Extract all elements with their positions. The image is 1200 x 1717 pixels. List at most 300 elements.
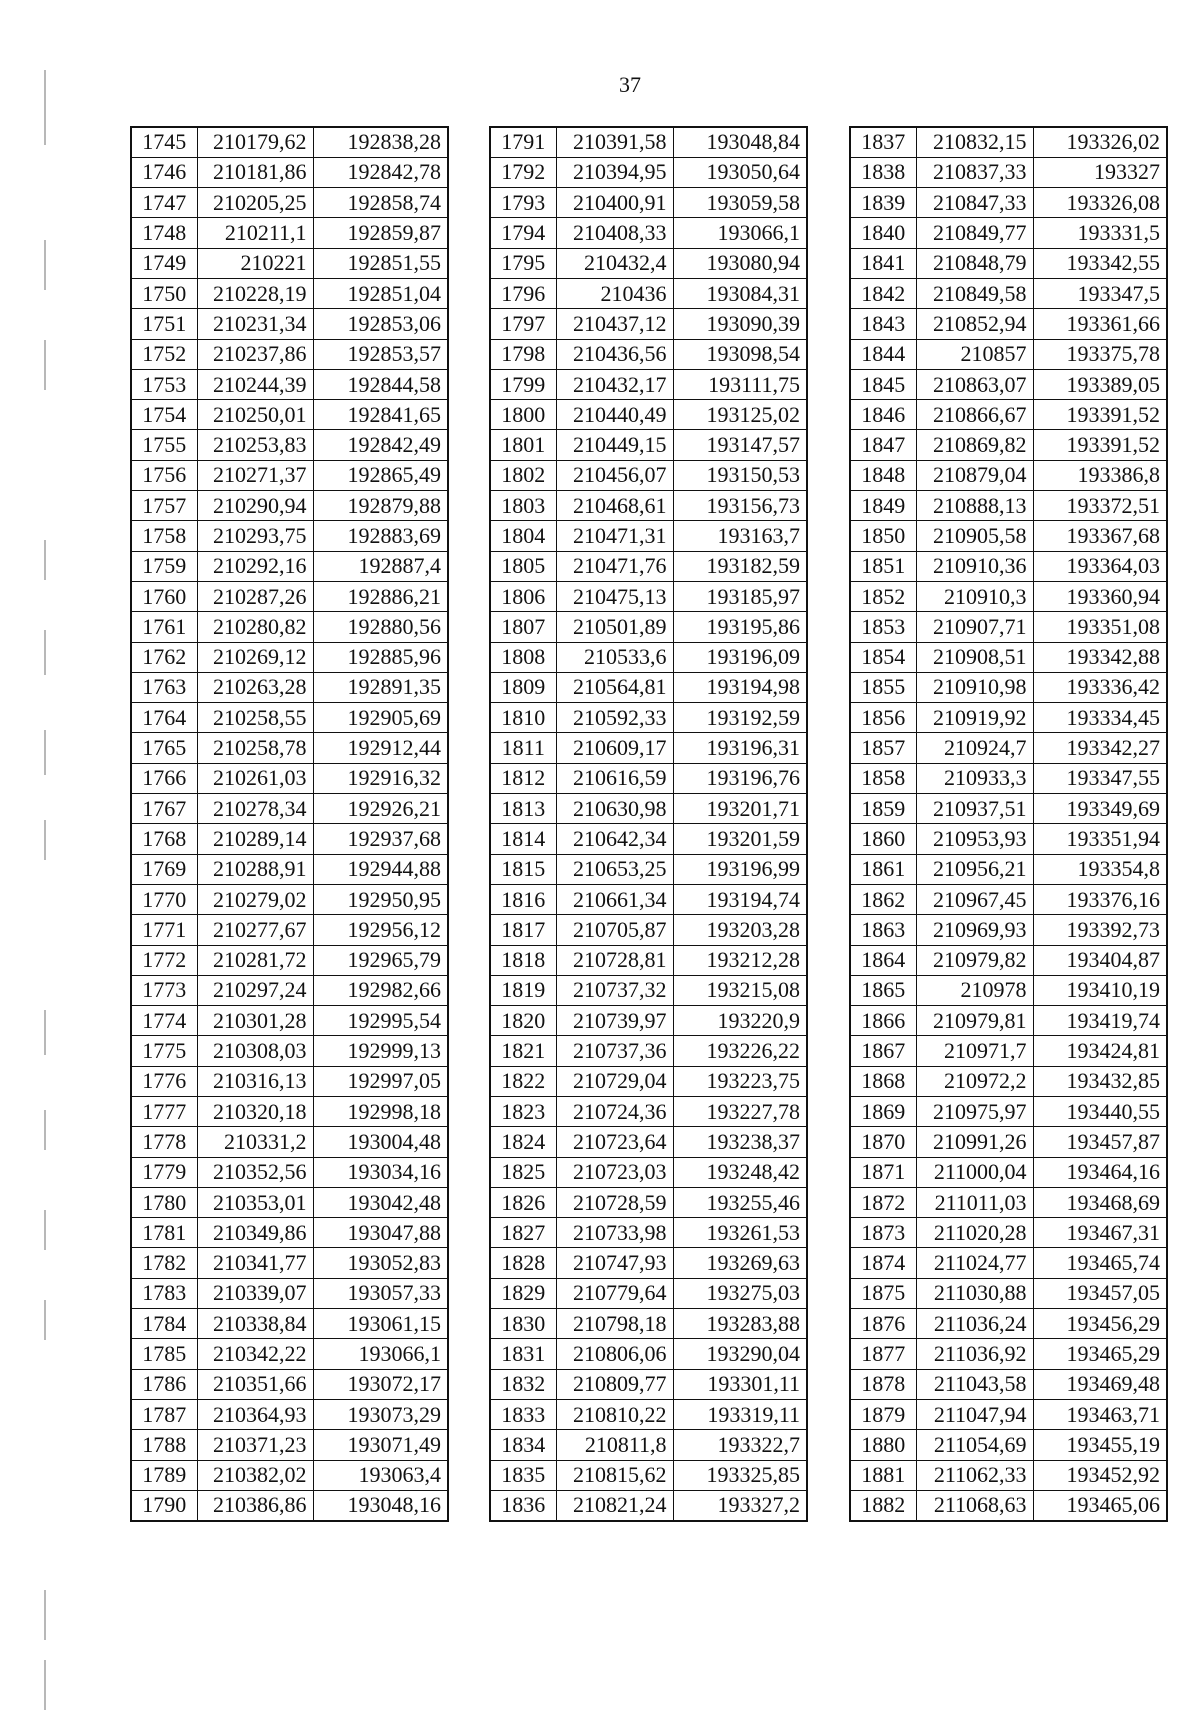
y-coordinate-cell: 193182,59 xyxy=(673,551,807,581)
y-coordinate-cell: 193347,5 xyxy=(1033,278,1167,308)
y-coordinate-cell: 193196,09 xyxy=(673,642,807,672)
point-number-cell: 1768 xyxy=(131,824,197,854)
point-number-cell: 1847 xyxy=(850,430,916,460)
x-coordinate-cell: 210978 xyxy=(916,975,1033,1005)
x-coordinate-cell: 210320,18 xyxy=(197,1097,313,1127)
table-row xyxy=(490,1066,807,1096)
x-coordinate-cell: 210316,13 xyxy=(197,1066,313,1096)
y-coordinate-cell: 193325,85 xyxy=(673,1460,807,1490)
y-coordinate-cell: 192950,95 xyxy=(313,884,448,914)
y-coordinate-cell: 193364,03 xyxy=(1033,551,1167,581)
x-coordinate-cell: 210456,07 xyxy=(556,460,673,490)
x-coordinate-cell: 210937,51 xyxy=(916,794,1033,824)
x-coordinate-cell: 210564,81 xyxy=(556,672,673,702)
y-coordinate-cell: 193391,52 xyxy=(1033,430,1167,460)
x-coordinate-cell: 210863,07 xyxy=(916,369,1033,399)
x-coordinate-cell: 210630,98 xyxy=(556,794,673,824)
point-number-cell: 1794 xyxy=(490,218,556,248)
x-coordinate-cell: 210211,1 xyxy=(197,218,313,248)
x-coordinate-cell: 210351,66 xyxy=(197,1369,313,1399)
y-coordinate-cell: 193391,52 xyxy=(1033,400,1167,430)
point-number-cell: 1791 xyxy=(490,127,556,157)
x-coordinate-cell: 210972,2 xyxy=(916,1066,1033,1096)
x-coordinate-cell: 211020,28 xyxy=(916,1218,1033,1248)
table-row xyxy=(131,157,448,187)
x-coordinate-cell: 210331,2 xyxy=(197,1127,313,1157)
point-number-cell: 1758 xyxy=(131,521,197,551)
table-row xyxy=(850,430,1167,460)
x-coordinate-cell: 210281,72 xyxy=(197,945,313,975)
x-coordinate-cell: 210432,4 xyxy=(556,248,673,278)
table-row xyxy=(850,612,1167,642)
y-coordinate-cell: 192995,54 xyxy=(313,1006,448,1036)
scan-margin-line xyxy=(44,1010,46,1055)
table-row xyxy=(490,1218,807,1248)
x-coordinate-cell: 210779,64 xyxy=(556,1278,673,1308)
x-coordinate-cell: 210910,36 xyxy=(916,551,1033,581)
y-coordinate-cell: 193195,86 xyxy=(673,612,807,642)
y-coordinate-cell: 193349,69 xyxy=(1033,794,1167,824)
table-row xyxy=(490,430,807,460)
x-coordinate-cell: 210848,79 xyxy=(916,248,1033,278)
x-coordinate-cell: 210821,24 xyxy=(556,1490,673,1520)
x-coordinate-cell: 210847,33 xyxy=(916,188,1033,218)
scan-margin-line xyxy=(44,340,46,390)
point-number-cell: 1805 xyxy=(490,551,556,581)
table-row xyxy=(131,460,448,490)
y-coordinate-cell: 193063,4 xyxy=(313,1460,448,1490)
table-row xyxy=(490,400,807,430)
point-number-cell: 1775 xyxy=(131,1036,197,1066)
point-number-cell: 1761 xyxy=(131,612,197,642)
y-coordinate-cell: 193464,16 xyxy=(1033,1157,1167,1187)
x-coordinate-cell: 210979,82 xyxy=(916,945,1033,975)
point-number-cell: 1820 xyxy=(490,1006,556,1036)
x-coordinate-cell: 210661,34 xyxy=(556,884,673,914)
table-row xyxy=(490,248,807,278)
table-row xyxy=(131,1006,448,1036)
x-coordinate-cell: 210879,04 xyxy=(916,460,1033,490)
point-number-cell: 1867 xyxy=(850,1036,916,1066)
x-coordinate-cell: 210436,56 xyxy=(556,339,673,369)
point-number-cell: 1813 xyxy=(490,794,556,824)
y-coordinate-cell: 193283,88 xyxy=(673,1309,807,1339)
point-number-cell: 1879 xyxy=(850,1399,916,1429)
point-number-cell: 1812 xyxy=(490,763,556,793)
point-number-cell: 1764 xyxy=(131,703,197,733)
point-number-cell: 1866 xyxy=(850,1006,916,1036)
x-coordinate-cell: 210440,49 xyxy=(556,400,673,430)
y-coordinate-cell: 193331,5 xyxy=(1033,218,1167,248)
point-number-cell: 1823 xyxy=(490,1097,556,1127)
table-row xyxy=(131,1036,448,1066)
point-number-cell: 1858 xyxy=(850,763,916,793)
point-number-cell: 1850 xyxy=(850,521,916,551)
x-coordinate-cell: 210533,6 xyxy=(556,642,673,672)
table-row xyxy=(490,1187,807,1217)
y-coordinate-cell: 193034,16 xyxy=(313,1157,448,1187)
table-row xyxy=(131,1309,448,1339)
y-coordinate-cell: 193347,55 xyxy=(1033,763,1167,793)
coordinate-table-2 xyxy=(489,126,808,1522)
point-number-cell: 1878 xyxy=(850,1369,916,1399)
table-row xyxy=(490,1248,807,1278)
point-number-cell: 1763 xyxy=(131,672,197,702)
y-coordinate-cell: 192880,56 xyxy=(313,612,448,642)
table-row xyxy=(850,188,1167,218)
table-row xyxy=(850,1248,1167,1278)
x-coordinate-cell: 210341,77 xyxy=(197,1248,313,1278)
point-number-cell: 1848 xyxy=(850,460,916,490)
point-number-cell: 1821 xyxy=(490,1036,556,1066)
y-coordinate-cell: 192859,87 xyxy=(313,218,448,248)
x-coordinate-cell: 210338,84 xyxy=(197,1309,313,1339)
point-number-cell: 1801 xyxy=(490,430,556,460)
x-coordinate-cell: 210179,62 xyxy=(197,127,313,157)
table-row xyxy=(490,188,807,218)
point-number-cell: 1868 xyxy=(850,1066,916,1096)
x-coordinate-cell: 210349,86 xyxy=(197,1218,313,1248)
y-coordinate-cell: 193463,71 xyxy=(1033,1399,1167,1429)
table-row xyxy=(131,1218,448,1248)
y-coordinate-cell: 193201,59 xyxy=(673,824,807,854)
table-row xyxy=(850,581,1167,611)
y-coordinate-cell: 193469,48 xyxy=(1033,1369,1167,1399)
point-number-cell: 1760 xyxy=(131,581,197,611)
y-coordinate-cell: 193372,51 xyxy=(1033,491,1167,521)
y-coordinate-cell: 193351,94 xyxy=(1033,824,1167,854)
point-number-cell: 1831 xyxy=(490,1339,556,1369)
point-number-cell: 1767 xyxy=(131,794,197,824)
y-coordinate-cell: 193290,04 xyxy=(673,1339,807,1369)
table-row xyxy=(131,1278,448,1308)
table-row xyxy=(131,127,448,157)
point-number-cell: 1811 xyxy=(490,733,556,763)
point-number-cell: 1754 xyxy=(131,400,197,430)
point-number-cell: 1825 xyxy=(490,1157,556,1187)
table-row xyxy=(850,1036,1167,1066)
x-coordinate-cell: 210723,64 xyxy=(556,1127,673,1157)
x-coordinate-cell: 210237,86 xyxy=(197,339,313,369)
scan-margin-line xyxy=(44,820,46,860)
point-number-cell: 1872 xyxy=(850,1187,916,1217)
x-coordinate-cell: 210288,91 xyxy=(197,854,313,884)
x-coordinate-cell: 211000,04 xyxy=(916,1157,1033,1187)
point-number-cell: 1757 xyxy=(131,491,197,521)
x-coordinate-cell: 210382,02 xyxy=(197,1460,313,1490)
scan-margin-line xyxy=(44,1300,46,1340)
x-coordinate-cell: 210408,33 xyxy=(556,218,673,248)
y-coordinate-cell: 193212,28 xyxy=(673,945,807,975)
table-row xyxy=(490,581,807,611)
y-coordinate-cell: 193342,55 xyxy=(1033,248,1167,278)
table-row xyxy=(850,1369,1167,1399)
page-number: 37 xyxy=(619,72,641,97)
table-row xyxy=(850,218,1167,248)
table-row xyxy=(490,642,807,672)
x-coordinate-cell: 210705,87 xyxy=(556,915,673,945)
x-coordinate-cell: 210308,03 xyxy=(197,1036,313,1066)
x-coordinate-cell: 210919,92 xyxy=(916,703,1033,733)
y-coordinate-cell: 193389,05 xyxy=(1033,369,1167,399)
x-coordinate-cell: 210953,93 xyxy=(916,824,1033,854)
point-number-cell: 1863 xyxy=(850,915,916,945)
y-coordinate-cell: 192865,49 xyxy=(313,460,448,490)
point-number-cell: 1865 xyxy=(850,975,916,1005)
table-row xyxy=(850,1430,1167,1460)
y-coordinate-cell: 192905,69 xyxy=(313,703,448,733)
point-number-cell: 1837 xyxy=(850,127,916,157)
x-coordinate-cell: 210449,15 xyxy=(556,430,673,460)
x-coordinate-cell: 210290,94 xyxy=(197,491,313,521)
x-coordinate-cell: 210798,18 xyxy=(556,1309,673,1339)
x-coordinate-cell: 210991,26 xyxy=(916,1127,1033,1157)
table-row xyxy=(850,460,1167,490)
table-row xyxy=(490,1369,807,1399)
x-coordinate-cell: 210747,93 xyxy=(556,1248,673,1278)
table-row xyxy=(131,642,448,672)
table-row xyxy=(131,884,448,914)
x-coordinate-cell: 210292,16 xyxy=(197,551,313,581)
table-row xyxy=(131,218,448,248)
point-number-cell: 1753 xyxy=(131,369,197,399)
y-coordinate-cell: 193071,49 xyxy=(313,1430,448,1460)
x-coordinate-cell: 210297,24 xyxy=(197,975,313,1005)
y-coordinate-cell: 193084,31 xyxy=(673,278,807,308)
x-coordinate-cell: 211062,33 xyxy=(916,1460,1033,1490)
table-row xyxy=(850,400,1167,430)
x-coordinate-cell: 210181,86 xyxy=(197,157,313,187)
x-coordinate-cell: 210815,62 xyxy=(556,1460,673,1490)
x-coordinate-cell: 210967,45 xyxy=(916,884,1033,914)
point-number-cell: 1818 xyxy=(490,945,556,975)
point-number-cell: 1860 xyxy=(850,824,916,854)
x-coordinate-cell: 210728,81 xyxy=(556,945,673,975)
table-row xyxy=(850,1127,1167,1157)
point-number-cell: 1862 xyxy=(850,884,916,914)
coordinate-table-1 xyxy=(130,126,449,1522)
point-number-cell: 1800 xyxy=(490,400,556,430)
y-coordinate-cell: 192853,06 xyxy=(313,309,448,339)
point-number-cell: 1859 xyxy=(850,794,916,824)
x-coordinate-cell: 210642,34 xyxy=(556,824,673,854)
x-coordinate-cell: 210971,7 xyxy=(916,1036,1033,1066)
point-number-cell: 1745 xyxy=(131,127,197,157)
table-row xyxy=(490,1490,807,1520)
y-coordinate-cell: 193052,83 xyxy=(313,1248,448,1278)
x-coordinate-cell: 210739,97 xyxy=(556,1006,673,1036)
x-coordinate-cell: 211068,63 xyxy=(916,1490,1033,1520)
y-coordinate-cell: 193192,59 xyxy=(673,703,807,733)
point-number-cell: 1747 xyxy=(131,188,197,218)
x-coordinate-cell: 210250,01 xyxy=(197,400,313,430)
point-number-cell: 1853 xyxy=(850,612,916,642)
y-coordinate-cell: 193386,8 xyxy=(1033,460,1167,490)
x-coordinate-cell: 210391,58 xyxy=(556,127,673,157)
y-coordinate-cell: 193376,16 xyxy=(1033,884,1167,914)
y-coordinate-cell: 193072,17 xyxy=(313,1369,448,1399)
scan-margin-line xyxy=(44,1590,46,1640)
point-number-cell: 1759 xyxy=(131,551,197,581)
point-number-cell: 1882 xyxy=(850,1490,916,1520)
table-row xyxy=(850,1460,1167,1490)
table-row xyxy=(490,1127,807,1157)
x-coordinate-cell: 211043,58 xyxy=(916,1369,1033,1399)
x-coordinate-cell: 210271,37 xyxy=(197,460,313,490)
table-row xyxy=(490,521,807,551)
x-coordinate-cell: 210733,98 xyxy=(556,1218,673,1248)
y-coordinate-cell: 193342,88 xyxy=(1033,642,1167,672)
x-coordinate-cell: 210933,3 xyxy=(916,763,1033,793)
point-number-cell: 1786 xyxy=(131,1369,197,1399)
x-coordinate-cell: 210278,34 xyxy=(197,794,313,824)
x-coordinate-cell: 210910,98 xyxy=(916,672,1033,702)
y-coordinate-cell: 192844,58 xyxy=(313,369,448,399)
point-number-cell: 1852 xyxy=(850,581,916,611)
x-coordinate-cell: 210437,12 xyxy=(556,309,673,339)
x-coordinate-cell: 210969,93 xyxy=(916,915,1033,945)
y-coordinate-cell: 193392,73 xyxy=(1033,915,1167,945)
table-row xyxy=(131,1490,448,1520)
y-coordinate-cell: 193066,1 xyxy=(313,1339,448,1369)
table-row xyxy=(490,612,807,642)
y-coordinate-cell: 192999,13 xyxy=(313,1036,448,1066)
table-row xyxy=(850,1066,1167,1096)
point-number-cell: 1824 xyxy=(490,1127,556,1157)
table-row xyxy=(131,339,448,369)
x-coordinate-cell: 210908,51 xyxy=(916,642,1033,672)
point-number-cell: 1752 xyxy=(131,339,197,369)
point-number-cell: 1784 xyxy=(131,1309,197,1339)
y-coordinate-cell: 193066,1 xyxy=(673,218,807,248)
y-coordinate-cell: 193196,76 xyxy=(673,763,807,793)
x-coordinate-cell: 210501,89 xyxy=(556,612,673,642)
table-row xyxy=(131,703,448,733)
table-row xyxy=(131,369,448,399)
point-number-cell: 1841 xyxy=(850,248,916,278)
table-row xyxy=(490,824,807,854)
table-row xyxy=(490,672,807,702)
y-coordinate-cell: 192998,18 xyxy=(313,1097,448,1127)
y-coordinate-cell: 193465,74 xyxy=(1033,1248,1167,1278)
x-coordinate-cell: 210277,67 xyxy=(197,915,313,945)
x-coordinate-cell: 210371,23 xyxy=(197,1430,313,1460)
x-coordinate-cell: 210339,07 xyxy=(197,1278,313,1308)
table-row xyxy=(131,551,448,581)
y-coordinate-cell: 193327 xyxy=(1033,157,1167,187)
point-number-cell: 1809 xyxy=(490,672,556,702)
y-coordinate-cell: 192842,78 xyxy=(313,157,448,187)
x-coordinate-cell: 210616,59 xyxy=(556,763,673,793)
table-row xyxy=(490,945,807,975)
table-row xyxy=(490,369,807,399)
table-row xyxy=(131,248,448,278)
y-coordinate-cell: 193125,02 xyxy=(673,400,807,430)
table-row xyxy=(850,1339,1167,1369)
x-coordinate-cell: 211054,69 xyxy=(916,1430,1033,1460)
point-number-cell: 1790 xyxy=(131,1490,197,1520)
point-number-cell: 1748 xyxy=(131,218,197,248)
y-coordinate-cell: 192838,28 xyxy=(313,127,448,157)
scan-margin-line xyxy=(44,730,46,775)
table-row xyxy=(850,1187,1167,1217)
table-row xyxy=(490,218,807,248)
point-number-cell: 1830 xyxy=(490,1309,556,1339)
x-coordinate-cell: 210471,31 xyxy=(556,521,673,551)
point-number-cell: 1769 xyxy=(131,854,197,884)
x-coordinate-cell: 210910,3 xyxy=(916,581,1033,611)
point-number-cell: 1846 xyxy=(850,400,916,430)
table-row xyxy=(490,339,807,369)
point-number-cell: 1870 xyxy=(850,1127,916,1157)
x-coordinate-cell: 210231,34 xyxy=(197,309,313,339)
x-coordinate-cell: 210342,22 xyxy=(197,1339,313,1369)
x-coordinate-cell: 210979,81 xyxy=(916,1006,1033,1036)
table-row xyxy=(490,551,807,581)
point-number-cell: 1871 xyxy=(850,1157,916,1187)
table-row xyxy=(850,127,1167,157)
y-coordinate-cell: 193424,81 xyxy=(1033,1036,1167,1066)
table-row xyxy=(490,794,807,824)
table-row xyxy=(850,491,1167,521)
table-row xyxy=(490,1460,807,1490)
table-row xyxy=(131,763,448,793)
x-coordinate-cell: 210956,21 xyxy=(916,854,1033,884)
point-number-cell: 1842 xyxy=(850,278,916,308)
x-coordinate-cell: 210221 xyxy=(197,248,313,278)
point-number-cell: 1807 xyxy=(490,612,556,642)
table-row xyxy=(850,945,1167,975)
table-row xyxy=(850,157,1167,187)
point-number-cell: 1803 xyxy=(490,491,556,521)
y-coordinate-cell: 193456,29 xyxy=(1033,1309,1167,1339)
y-coordinate-cell: 193465,06 xyxy=(1033,1490,1167,1520)
y-coordinate-cell: 193255,46 xyxy=(673,1187,807,1217)
y-coordinate-cell: 193455,19 xyxy=(1033,1430,1167,1460)
table-row xyxy=(490,703,807,733)
y-coordinate-cell: 193326,02 xyxy=(1033,127,1167,157)
scan-margin-line xyxy=(44,1110,46,1150)
point-number-cell: 1826 xyxy=(490,1187,556,1217)
table-row xyxy=(131,1097,448,1127)
x-coordinate-cell: 210924,7 xyxy=(916,733,1033,763)
table-row xyxy=(131,733,448,763)
x-coordinate-cell: 210258,55 xyxy=(197,703,313,733)
table-row xyxy=(850,642,1167,672)
point-number-cell: 1802 xyxy=(490,460,556,490)
y-coordinate-cell: 193196,31 xyxy=(673,733,807,763)
x-coordinate-cell: 211036,24 xyxy=(916,1309,1033,1339)
x-coordinate-cell: 210724,36 xyxy=(556,1097,673,1127)
point-number-cell: 1751 xyxy=(131,309,197,339)
point-number-cell: 1835 xyxy=(490,1460,556,1490)
x-coordinate-cell: 210905,58 xyxy=(916,521,1033,551)
table-row xyxy=(131,1399,448,1429)
table-row xyxy=(490,157,807,187)
point-number-cell: 1875 xyxy=(850,1278,916,1308)
table-row xyxy=(131,945,448,975)
table-row xyxy=(850,703,1167,733)
point-number-cell: 1762 xyxy=(131,642,197,672)
table-row xyxy=(131,824,448,854)
point-number-cell: 1827 xyxy=(490,1218,556,1248)
y-coordinate-cell: 192926,21 xyxy=(313,794,448,824)
table-row xyxy=(850,278,1167,308)
x-coordinate-cell: 210811,8 xyxy=(556,1430,673,1460)
x-coordinate-cell: 210258,78 xyxy=(197,733,313,763)
table-row xyxy=(490,278,807,308)
x-coordinate-cell: 210592,33 xyxy=(556,703,673,733)
